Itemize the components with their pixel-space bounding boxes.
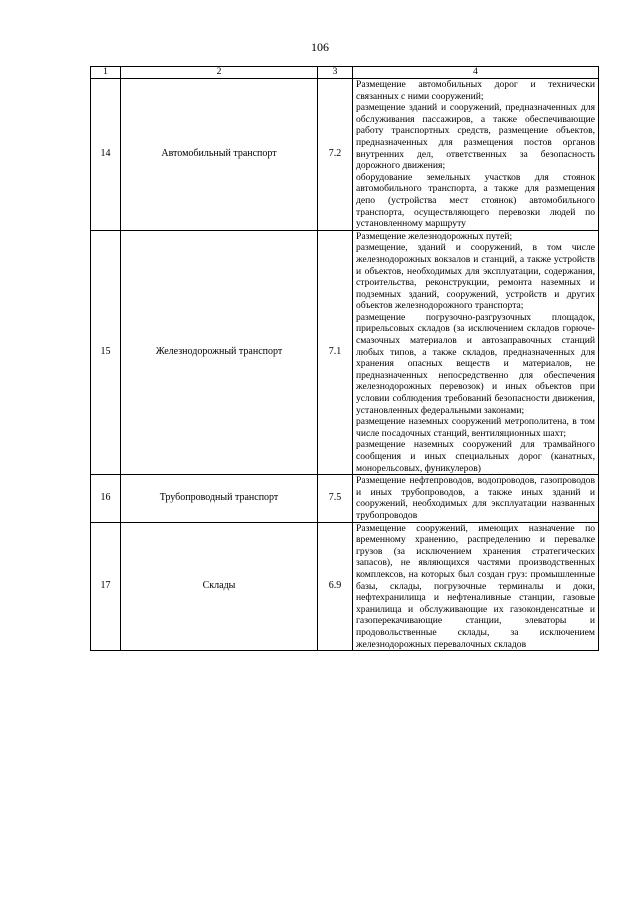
row-use-name: Склады	[121, 522, 318, 651]
row-number: 14	[91, 79, 121, 231]
row-description	[353, 230, 599, 474]
description-paragraph: Размещение сооружений, имеющих назначение по временному хранению, распределению и перевалке грузов (за исключением хранения стратегических запасов), не являющихся частями производственных комплексов, на которых был создан груз: промышленные базы, склады, погрузочные терминалы и доки, нефтехранилища и нефтеналивные станции, газовые хранилища и обслуживающие их газоконденсатные и газоперекачивающие станции, элеваторы и продовольственные склады, за исключением железнодорожных перевалочных складов	[356, 522, 595, 650]
row-use-name: Трубопроводный транспорт	[121, 475, 318, 522]
land-use-table	[90, 66, 599, 651]
row-description	[353, 522, 599, 651]
description-paragraph: Размещение нефтепроводов, водопроводов, газопроводов и иных трубопроводов, а также иных зданий и сооружений, необходимых для эксплуатации названных трубопроводов	[356, 475, 595, 521]
description-paragraph: размещение, зданий и сооружений, в том числе железнодорожных вокзалов и станций, а также устройств и объектов, необходимых для эксплуатации, содержания, строительства, реконструкции, ремонта наземных и подземных зданий, сооружений, устройств и других объектов железнодорожного транспорта;	[356, 242, 595, 312]
row-number: 15	[91, 230, 121, 474]
row-description	[353, 475, 599, 522]
table-row-16	[91, 475, 599, 522]
row-description	[353, 79, 599, 231]
header-cell-3: 3	[318, 67, 353, 79]
row-number: 17	[91, 522, 121, 651]
table-row-15	[91, 230, 599, 474]
description-paragraph: оборудование земельных участков для стоянок автомобильного транспорта, а также для размещения депо (устройства мест стоянок) автомобильного транспорта, осуществляющего перевозки людей по установленному маршруту	[356, 171, 595, 230]
header-cell-2: 2	[121, 67, 318, 79]
row-use-code: 7.2	[318, 79, 353, 231]
description-paragraph: Размещение автомобильных дорог и технически связанных с ними сооружений;	[356, 79, 595, 102]
row-use-name: Автомобильный транспорт	[121, 79, 318, 231]
table-row-17	[91, 522, 599, 651]
table-header-row	[91, 67, 599, 79]
row-use-code: 7.1	[318, 230, 353, 474]
row-number: 16	[91, 475, 121, 522]
row-use-name: Железнодорожный транспорт	[121, 230, 318, 474]
description-paragraph: Размещение железнодорожных путей;	[356, 230, 513, 242]
description-paragraph: размещение погрузочно-разгрузочных площадок, прирельсовых складов (за исключением складов горюче-смазочных материалов и автозаправочных станций любых типов, а также складов, предназначенных для хранения опасных веществ и материалов, не предназначенных непосредственно для обеспечения железнодорожных перевозок) и иных объектов при условии соблюдения требований безопасности движения, установленных федеральными законами;	[356, 311, 595, 416]
description-paragraph: размещение наземных сооружений метрополитена, в том числе посадочных станций, вентиляционных шахт;	[356, 416, 595, 439]
description-paragraph: размещение наземных сооружений для трамвайного сообщения и иных специальных дорог (канатных, монорельсовых, фуникулеров)	[356, 439, 595, 474]
description-paragraph: размещение зданий и сооружений, предназначенных для обслуживания пассажиров, а также обеспечивающие работу транспортных средств, размещение объектов, предназначенных для размещения постов органов внутренних дел, ответственных за безопасность дорожного движения;	[356, 102, 595, 172]
page-number: 106	[311, 40, 329, 54]
row-use-code: 6.9	[318, 522, 353, 651]
row-use-code: 7.5	[318, 475, 353, 522]
table-row-14	[91, 79, 599, 231]
header-cell-4: 4	[353, 67, 599, 79]
header-cell-1: 1	[91, 67, 121, 79]
